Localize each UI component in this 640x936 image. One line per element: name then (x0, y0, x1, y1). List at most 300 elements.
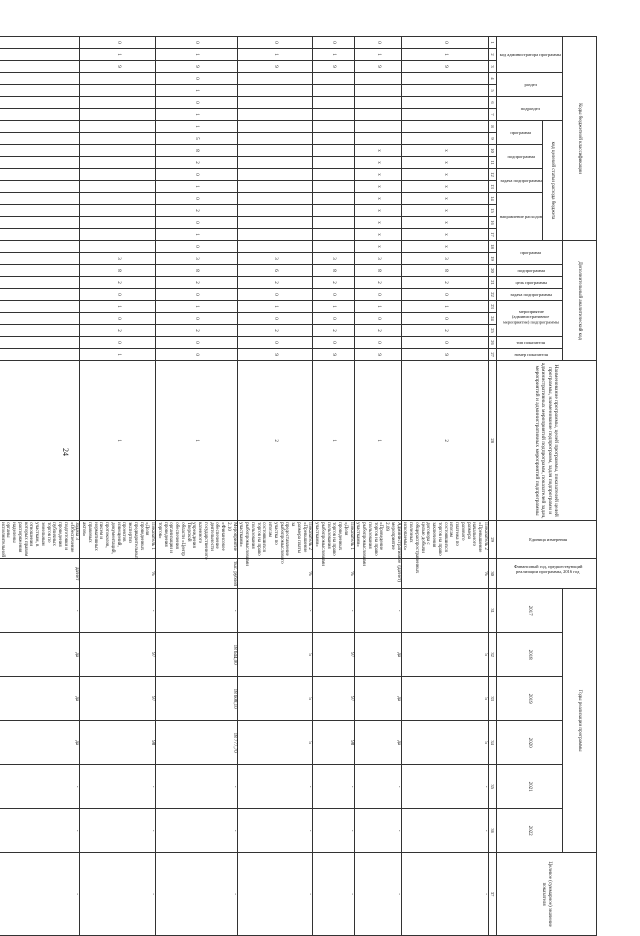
column-number: 24 (488, 313, 496, 325)
code-digit (80, 97, 156, 109)
code-digit (354, 85, 401, 97)
code-digit (80, 217, 156, 229)
year-value: 18 608,10 (156, 677, 238, 721)
column-number: 20 (488, 265, 496, 277)
code-digit (0, 61, 80, 73)
code-digit: 2 (401, 325, 488, 337)
code-digit: 2 (156, 157, 238, 169)
code-digit (0, 205, 80, 217)
code-digit (0, 277, 80, 289)
code-digit (0, 169, 80, 181)
section-header: раздел (496, 73, 562, 97)
code-digit: 0 (156, 73, 238, 85)
year-value: - (354, 853, 401, 936)
code-digit: 0 (313, 313, 354, 325)
year-value: - (0, 809, 80, 853)
row-unit: % (80, 559, 156, 589)
code-digit: 0 (156, 217, 238, 229)
code-digit: 0 (237, 37, 313, 49)
code-digit: 3 (237, 253, 313, 265)
column-number: 27 (488, 349, 496, 361)
code-digit (0, 181, 80, 193)
column-number: 31 (488, 589, 496, 633)
code-digit: 0 (313, 289, 354, 301)
code-digit: 8 (313, 265, 354, 277)
column-number: 26 (488, 337, 496, 349)
code-digit (237, 217, 313, 229)
code-digit: 1 (237, 301, 313, 313)
code-digit: 1 (401, 301, 488, 313)
year-value: - (313, 809, 354, 853)
code-digit: x (401, 181, 488, 193)
column-number: 33 (488, 677, 496, 721)
row-unit: (да/нет) (354, 559, 401, 589)
column-number: 12 (488, 169, 496, 181)
code-digit: 1 (80, 301, 156, 313)
code-digit (0, 289, 80, 301)
column-number: 14 (488, 193, 496, 205)
row-name: Административное мероприятие 2.09 «Проведение торгов на право пользования рыбопромысловыми участками» (355, 522, 401, 566)
code-digit: 0 (156, 37, 238, 49)
code-digit: 8 (401, 265, 488, 277)
years-header: Годы реализации программы (563, 589, 597, 853)
year-value: - (80, 765, 156, 809)
year-value: - (0, 765, 80, 809)
code-digit (80, 133, 156, 145)
code-digit: 9 (401, 349, 488, 361)
code-digit: 1 (313, 49, 354, 61)
code-digit: 2 (237, 277, 313, 289)
code-digit (237, 133, 313, 145)
code-digit (237, 109, 313, 121)
row-unit: да/нет (0, 559, 80, 589)
code-digit: 1 (401, 49, 488, 61)
code-digit (401, 97, 488, 109)
column-number-row (488, 37, 496, 936)
code-digit (237, 193, 313, 205)
code-digit (80, 229, 156, 241)
code-digit (237, 241, 313, 253)
year-value: 5 (237, 721, 313, 765)
code-digit: 0 (237, 337, 313, 349)
code-digit (313, 97, 354, 109)
code-digit (80, 205, 156, 217)
code-digit: 2 (401, 361, 488, 521)
code-digit: 9 (80, 61, 156, 73)
code-digit: 0 (80, 289, 156, 301)
code-digit (80, 85, 156, 97)
code-digit (313, 217, 354, 229)
code-digit: 2 (80, 325, 156, 337)
code-digit: x (401, 193, 488, 205)
column-number: 16 (488, 217, 496, 229)
code-digit: 9 (354, 349, 401, 361)
year-value: 5 (401, 633, 488, 677)
year-value: - (156, 853, 238, 936)
year-value: - (156, 809, 238, 853)
code-digit: 1 (156, 181, 238, 193)
unit-column-header: Единица измерения (496, 521, 596, 559)
an-goal-header: цель программы (496, 277, 562, 289)
code-digit: 1 (156, 85, 238, 97)
year-2022-header: 2022 (496, 809, 562, 853)
code-digit (0, 241, 80, 253)
row-name: Показатель 1 «Доля проведенных предварительных экспертиз проектов извещений, документаций, протоколов, писем и нормативных правовых актов» (81, 522, 156, 560)
year-value: - (313, 765, 354, 809)
code-digit (354, 133, 401, 145)
code-digit (354, 121, 401, 133)
page-number: 24 (61, 448, 70, 456)
code-digit: 9 (237, 349, 313, 361)
column-number: 4 (488, 73, 496, 85)
code-digit: 8 (156, 145, 238, 157)
year-value: - (237, 809, 313, 853)
row-base-value: - (0, 589, 80, 633)
year-value: - (401, 853, 488, 936)
year-value: - (401, 765, 488, 809)
code-digit (0, 361, 80, 521)
code-digit (80, 193, 156, 205)
column-number: 30 (488, 559, 496, 589)
year-2018-header: 2018 (496, 633, 562, 677)
year-value: 97 (80, 677, 156, 721)
code-digit: 1 (156, 229, 238, 241)
subsection-header: подраздел (496, 97, 562, 121)
code-digit (0, 157, 80, 169)
code-digit (80, 169, 156, 181)
subprogram-code-header: подпрограмма (496, 145, 542, 169)
code-digit (313, 133, 354, 145)
code-digit (313, 169, 354, 181)
an-subprogram-header: подпрограмма (496, 265, 562, 277)
code-digit (80, 181, 156, 193)
year-2020-header: 2020 (496, 721, 562, 765)
year-value: да (0, 721, 80, 765)
year-value: 5 (401, 721, 488, 765)
code-digit: 0 (80, 37, 156, 49)
year-value: да (0, 677, 80, 721)
an-indicator-type-header: тип показателя (496, 337, 562, 349)
code-digit: 2 (313, 277, 354, 289)
code-digit: 0 (354, 313, 401, 325)
year-value: - (80, 853, 156, 936)
row-unit: % (237, 559, 313, 589)
year-value: 5 (237, 633, 313, 677)
code-digit (313, 109, 354, 121)
code-digit: x (354, 229, 401, 241)
code-digit: 2 (401, 277, 488, 289)
program-code-header: программа (496, 121, 542, 145)
column-number: 9 (488, 133, 496, 145)
row-unit: тыс. рублей (156, 559, 238, 589)
year-value: да (354, 677, 401, 721)
code-digit (237, 97, 313, 109)
year-value: 97 (80, 633, 156, 677)
code-digit (0, 37, 80, 49)
code-digit (80, 109, 156, 121)
year-value: - (313, 853, 354, 936)
code-digit: x (401, 145, 488, 157)
code-digit: 0 (401, 37, 488, 49)
row-base-value: - (156, 589, 238, 633)
code-digit (313, 193, 354, 205)
code-digit: 0 (80, 313, 156, 325)
code-digit: 1 (354, 361, 401, 521)
code-digit (313, 73, 354, 85)
code-digit: 0 (313, 337, 354, 349)
code-digit: 2 (237, 361, 313, 521)
row-name: Мероприятие 2.10 «Финансовое обеспечение деятельности государственного казенного учреждения Тверской области «Центр обеспечения организации и проведения торгов» (156, 522, 237, 560)
column-number: 11 (488, 157, 496, 169)
code-digit: 3 (401, 253, 488, 265)
column-number: 8 (488, 121, 496, 133)
code-digit (0, 313, 80, 325)
code-digit: x (354, 181, 401, 193)
code-digit: 0 (354, 289, 401, 301)
code-digit (0, 349, 80, 361)
code-digit (237, 121, 313, 133)
code-digit: 8 (80, 265, 156, 277)
column-number: 7 (488, 109, 496, 121)
column-number: 28 (488, 361, 496, 521)
code-digit (237, 169, 313, 181)
table-row (156, 37, 238, 936)
code-digit: x (401, 241, 488, 253)
code-digit: 2 (237, 325, 313, 337)
column-number: 36 (488, 809, 496, 853)
year-value: 5 (401, 677, 488, 721)
code-digit: 8 (156, 265, 238, 277)
code-digit (80, 145, 156, 157)
code-digit (237, 205, 313, 217)
code-digit (0, 145, 80, 157)
column-number: 37 (488, 853, 496, 936)
code-digit: x (401, 157, 488, 169)
code-digit: 9 (401, 61, 488, 73)
column-number: 1 (488, 37, 496, 49)
column-number: 35 (488, 765, 496, 809)
code-digit (0, 325, 80, 337)
document-sheet (0, 36, 597, 927)
code-digit (80, 157, 156, 169)
year-value: - (156, 765, 238, 809)
code-digit: 0 (156, 313, 238, 325)
code-digit (237, 73, 313, 85)
column-number: 32 (488, 633, 496, 677)
code-digit (237, 145, 313, 157)
code-digit (401, 133, 488, 145)
column-number: 13 (488, 181, 496, 193)
code-digit: x (401, 205, 488, 217)
code-digit (313, 85, 354, 97)
year-2017-header: 2017 (496, 589, 562, 633)
code-digit (0, 109, 80, 121)
year-value: 5 (237, 677, 313, 721)
an-program-header: программа (496, 241, 562, 265)
code-digit (313, 145, 354, 157)
code-digit: 0 (401, 289, 488, 301)
code-digit (0, 217, 80, 229)
direction-code-header: направление расходов (496, 193, 542, 241)
budget-codes-header: Коды бюджетной классификации (563, 37, 597, 241)
row-unit: % (401, 559, 488, 589)
code-digit (0, 229, 80, 241)
code-digit (313, 121, 354, 133)
code-digit: 1 (156, 49, 238, 61)
code-digit (313, 241, 354, 253)
code-digit: 0 (156, 97, 238, 109)
code-digit: 0 (156, 193, 238, 205)
code-digit (401, 121, 488, 133)
code-digit: 0 (237, 313, 313, 325)
column-number: 34 (488, 721, 496, 765)
column-number: 19 (488, 253, 496, 265)
column-number: 23 (488, 301, 496, 313)
code-digit: 1 (156, 301, 238, 313)
year-2019-header: 2019 (496, 677, 562, 721)
code-digit: 2 (156, 205, 238, 217)
column-number: 2 (488, 49, 496, 61)
year-value: - (354, 765, 401, 809)
year-value: да (354, 721, 401, 765)
code-digit (0, 73, 80, 85)
code-digit: 3 (80, 253, 156, 265)
code-digit (313, 205, 354, 217)
code-digit (401, 85, 488, 97)
code-digit: 1 (313, 361, 354, 521)
code-digit (80, 121, 156, 133)
code-digit (237, 85, 313, 97)
code-digit: 2 (354, 277, 401, 289)
code-digit (354, 73, 401, 85)
code-digit: 1 (156, 109, 238, 121)
analytic-code-header: Дополнительный аналитический код (563, 241, 597, 361)
code-digit (0, 337, 80, 349)
code-digit: x (354, 193, 401, 205)
code-digit: 0 (156, 289, 238, 301)
year-value: 18 644,00 (156, 633, 238, 677)
year-2021-header: 2021 (496, 765, 562, 809)
code-digit: 9 (354, 61, 401, 73)
code-digit: 1 (156, 121, 238, 133)
code-digit (80, 73, 156, 85)
code-digit (313, 157, 354, 169)
code-digit (0, 97, 80, 109)
code-digit: 9 (156, 61, 238, 73)
code-digit (0, 301, 80, 313)
code-digit: 0 (401, 313, 488, 325)
table-row (237, 37, 313, 936)
code-digit (0, 193, 80, 205)
code-digit (401, 73, 488, 85)
code-digit: x (401, 229, 488, 241)
code-digit: 1 (354, 49, 401, 61)
code-digit: 2 (80, 277, 156, 289)
task-code-header: задача подпрограммы (496, 169, 542, 193)
code-digit: 0 (237, 289, 313, 301)
column-number: 29 (488, 521, 496, 559)
code-digit: 0 (156, 169, 238, 181)
column-number: 10 (488, 145, 496, 157)
code-digit (313, 181, 354, 193)
code-digit (0, 49, 80, 61)
column-number: 15 (488, 205, 496, 217)
code-digit: 3 (156, 253, 238, 265)
code-digit: 3 (313, 253, 354, 265)
year-value: да (354, 633, 401, 677)
admin-code-header: код администратора программы (496, 37, 562, 73)
code-digit: 0 (354, 337, 401, 349)
column-number: 25 (488, 325, 496, 337)
year-value: - (354, 809, 401, 853)
code-digit: 2 (354, 325, 401, 337)
table-row (354, 37, 401, 936)
an-indicator-no-header: номер показателя (496, 349, 562, 361)
code-digit: 0 (156, 241, 238, 253)
code-digit: x (354, 145, 401, 157)
column-number: 21 (488, 277, 496, 289)
row-base-value: - (80, 589, 156, 633)
year-value: 98 (80, 721, 156, 765)
code-digit: 1 (80, 49, 156, 61)
target-article-header: код целевой статьи расхода бюджета (543, 121, 563, 241)
base-year-column-header: Финансовый год, предшествующий реализации программы, 2016 год (496, 559, 596, 589)
year-value: 97 (313, 633, 354, 677)
code-digit: 0 (401, 337, 488, 349)
code-digit: 0 (354, 37, 401, 49)
row-base-value: - (354, 589, 401, 633)
year-value: да (0, 633, 80, 677)
code-digit: 1 (80, 361, 156, 521)
an-measure-header: мероприятие (административное мероприятие) подпрограммы (496, 301, 562, 337)
code-digit: 9 (237, 61, 313, 73)
column-number: 3 (488, 61, 496, 73)
code-digit (401, 109, 488, 121)
code-digit: x (401, 217, 488, 229)
code-digit (237, 157, 313, 169)
code-digit (0, 121, 80, 133)
row-base-value: - (313, 589, 354, 633)
code-digit (313, 229, 354, 241)
code-digit (0, 265, 80, 277)
code-digit (237, 181, 313, 193)
code-digit: 2 (313, 325, 354, 337)
code-digit: 8 (354, 265, 401, 277)
code-digit: 5 (156, 133, 238, 145)
code-digit: 9 (313, 61, 354, 73)
code-digit (354, 97, 401, 109)
table-row (313, 37, 354, 936)
column-number: 22 (488, 289, 496, 301)
row-name: Показатель 2 «Превышение размера платы за предоставление рыбопромыслового участка по итогам состоявшихся торгов на право пользования рыбопромысловыми участками» (238, 522, 313, 566)
year-value: 18 777,70 (156, 721, 238, 765)
code-digit: x (354, 241, 401, 253)
code-digit: 1 (237, 49, 313, 61)
year-value: - (237, 765, 313, 809)
table-row (401, 37, 488, 936)
code-digit: 0 (156, 349, 238, 361)
code-digit: 1 (313, 301, 354, 313)
column-number: 5 (488, 85, 496, 97)
column-number: 18 (488, 241, 496, 253)
row-base-value (401, 589, 488, 633)
column-number: 6 (488, 97, 496, 109)
target-value-header: Целевое (суммарное) значение показателя (496, 853, 596, 936)
row-name: Задача 3 «Обеспечение подготовки и проведения публичных торгов по земельным участкам, в отношении которых правом распоряжения наделены органы исполнительной (0, 521, 80, 559)
code-digit (354, 109, 401, 121)
code-digit: 6 (237, 265, 313, 277)
code-digit: 2 (156, 325, 238, 337)
